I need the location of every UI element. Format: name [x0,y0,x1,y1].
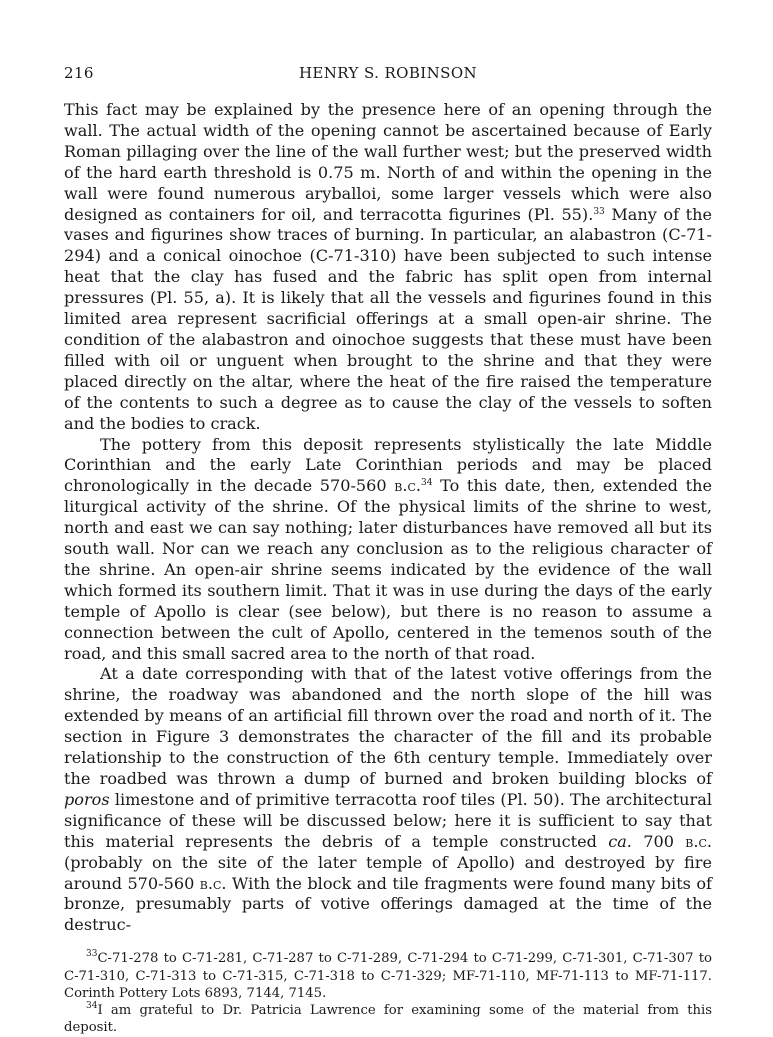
footnote-text: C-71-278 to C-71-281, C-71-287 to C-71-289, C-71-294 to C-71-299, C-71-301, C-71-307 to C-71-310, C-71-313 to C-71-315, C-71-318 to C-71-329; MF-71-110, MF-71-113 to MF-71-117. Corinth Pottery Lots 6893, 7144, 7145. [64,951,712,1001]
paragraph-3-text-c: 700 [631,831,686,851]
page [64,64,712,1037]
footnote-33 [64,950,712,1002]
paragraph-3-text-a: At a date corresponding with that of the latest votive offerings from the shrine, the roadway was abandoned and the north slope of the hill was extended by means of an artificial fill thrown over the road and north of it. The section in Figure 3 demonstrates the character of the fill and its probable relationship to the construction of the 6th century temple. Immediately over the roadbed was thrown a dump of burned and broken building blocks of [64,664,712,788]
paragraph-1 [64,100,712,435]
italic-term-circa: ca. [608,831,632,851]
footnote-ref-33: 33 [593,206,605,217]
paragraph-1-text-b: Many of the vases and figurines show traces of burning. In particular, an alabastron (C-71-294) and a conical oinochoe (C-71-310) have been subjected to such intense heat that the clay has fused and the fabric has split open from internal pressures (Pl. 55, a). It is likely that all the vessels and figurines found in this limited area represent sacrificial offerings at a small open-air shrine. The condition of the alabastron and oinochoe suggests that these must have been filled with oil or unguent when brought to the shrine and that they were placed directly on the altar, where the heat of the fire raised the temperature of the contents to such a degree as to cause the clay of the vessels to soften and the bodies to crack. [64,204,712,433]
paragraph-3 [64,664,712,936]
page-number: 216 [64,64,94,82]
footnote-text: I am grateful to Dr. Patricia Lawrence for examining some of the material from this deposit. [64,1003,712,1036]
era-abbreviation: b.c. [685,831,712,851]
footnote-number: 34 [86,1001,98,1012]
paragraph-2 [64,435,712,665]
footnote-ref-34: 34 [421,478,433,489]
running-title: HENRY S. ROBINSON [298,64,478,82]
era-abbreviation: b.c. [199,873,227,893]
paragraph-2-text-a: The pottery from this deposit represents stylistically the late Middle Corinthian and the early Late Corinthian periods and may be placed chronologically in the decade 570-560 [64,434,712,496]
italic-term-poros: poros [64,789,110,809]
running-header [64,64,712,90]
paragraph-3-text-e: With the block and tile fragments were found many bits of bronze, presumably parts of votive offerings damaged at the time of the destruc- [64,873,712,935]
paragraph-3-text-d: (probably on the site of the later temple of Apollo) and destroyed by fire around 570-560 [64,852,712,893]
paragraph-3-text-b: limestone and of primitive terracotta roof tiles (Pl. 50). The architectural significance of these will be discussed below; here it is sufficient to say that this material represents the debris of a temple constructed [64,789,712,851]
footnote-34 [64,1002,712,1037]
era-abbreviation: b.c. [394,476,422,496]
footnote-number: 33 [86,949,98,960]
paragraph-1-text-a: This fact may be explained by the presence here of an opening through the wall. The actual width of the opening cannot be ascertained because of Early Roman pillaging over the line of the wall further west; but the preserved width of the hard earth threshold is 0.75 m. North of and within the opening in the wall were found numerous aryballoi, some larger vessels which were also designed as containers for oil, and terracotta figurines (Pl. 55). [64,100,712,224]
body-text [64,100,712,936]
paragraph-2-text-b: To this date, then, extended the liturgical activity of the shrine. Of the physical limits of the shrine to west, north and east we can say nothing; later disturbances have removed all but its south wall. Nor can we reach any conclusion as to the religious character of the shrine. An open-air shrine seems indicated by the evidence of the wall which formed its southern limit. That it was in use during the days of the early temple of Apollo is clear (see below), but there is no reason to assume a connection between the cult of Apollo, centered in the temenos south of the road, and this small sacred area to the north of that road. [64,476,712,663]
